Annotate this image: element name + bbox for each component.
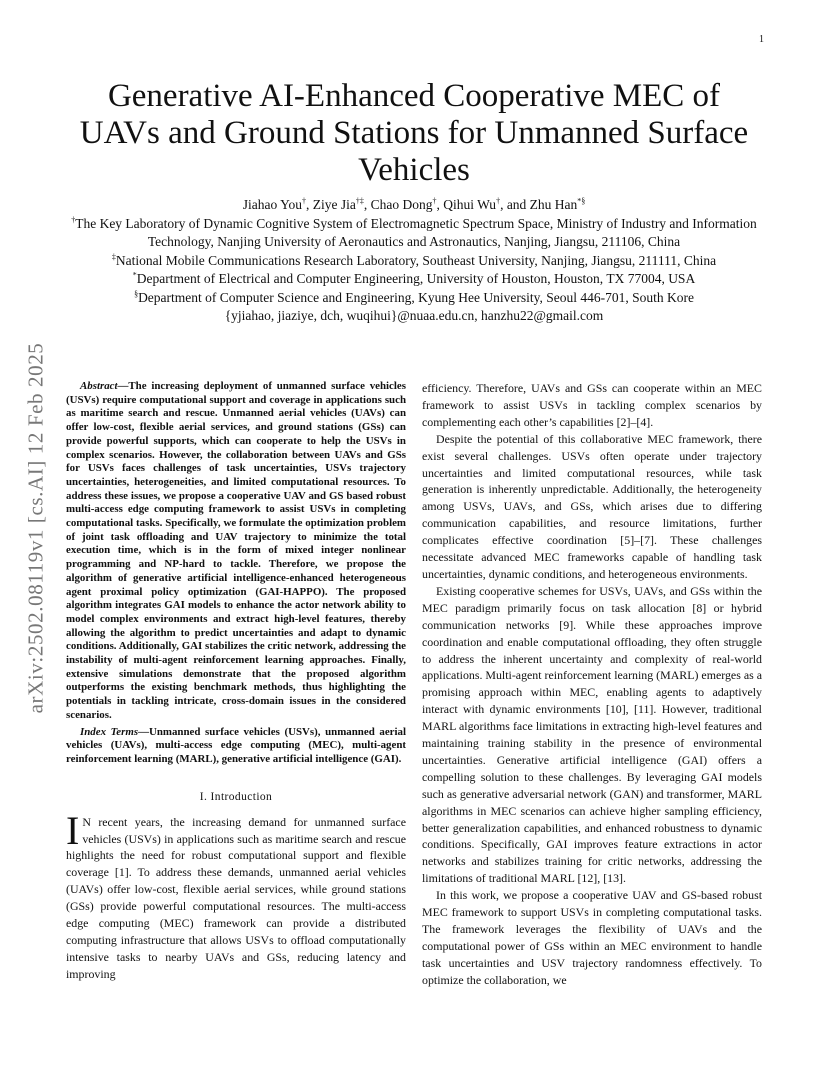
intro-paragraph-1-continued: efficiency. Therefore, UAVs and GSs can cooperate within an MEC framework to assist USVs in tackling complex scenarios by complementing each other’s capabilities [2]–[4]. (422, 381, 762, 429)
affiliation-2: ‡National Mobile Communications Research Laboratory, Southeast University, Nanjing, Jiangsu, 211111, China (111, 252, 717, 268)
intro-paragraph-2: Despite the potential of this collaborative MEC framework, there exist several challenges. USVs often operate under trajectory uncertainties and limited computational resources, while task generation is inherently unpredictable. Additionally, the heterogeneity among USVs, UAVs, and GSs, which arises due to differing communication capabilities, and resource limitations, further complicates effective coordination [5]–[7]. These challenges necessitate advanced MEC frameworks capable of handling task uncertainties, dynamic conditions, and heterogeneous environments. (422, 431, 762, 581)
affiliation-1: †The Key Laboratory of Dynamic Cognitive System of Electromagnetic Spectrum Space, Ministry of Industry and Information Technology, Nanjing University of Aeronautics and Astronautics, Nanjing, Jiangsu, 211106, China (71, 215, 757, 249)
author-list: Jiahao You†, Ziye Jia†‡, Chao Dong†, Qihui Wu†, and Zhu Han*§ (242, 196, 586, 212)
section-heading-introduction: I. Introduction (199, 790, 273, 803)
page-number: 1 (759, 34, 764, 45)
author-mark: † (432, 196, 437, 206)
author-emails: {yjiahao, jiaziye, dch, wuqihui}@nuaa.edu.cn, hanzhu22@gmail.com (224, 308, 604, 323)
abstract-text: —The increasing deployment of unmanned surface vehicles (USVs) require computational support and coverage in applications such as maritime search and rescue. Unmanned aerial vehicles (UAVs) can offer low-cost, flexible aerial services, and ground stations (GSs) can provide powerful supports, which can cooperate to help the USVs in complex scenarios. However, the collaboration between UAVs and GSs for USVs faces challenges of task uncertainties, USVs trajectory uncertainties, heterogeneities, and limited computational resources. To address these issues, we propose a cooperative UAV and GS based robust multi-access edge computing framework to assist USVs in completing computational tasks. Specifically, we formulate the optimization problem of joint task offloading and UAV trajectory to minimize the total execution time, which is in the form of mixed integer nonlinear programming and NP-hard to tackle. Therefore, we propose the algorithm of generative artificial intelligence-enhanced heterogeneous agent proximal policy optimization (GAI-HAPPO). The proposed algorithm integrates GAI models to enhance the actor network ability to model complex environments and extract high-level features, thereby allowing the algorithm to predict uncertainties and adapt to dynamic conditions. Additionally, GAI stabilizes the critic network, addressing the instability of multi-agent reinforcement learning approaches. Finally, extensive simulations demonstrate that the proposed algorithm outperforms the existing benchmark methods, thus highlighting the potentials in tackling intricate, cross-domain issues in the considered scenarios. (66, 380, 406, 721)
index-terms (66, 726, 406, 767)
abstract (66, 380, 406, 723)
author-name: Chao Dong (370, 197, 433, 212)
arxiv-sidebar (22, 298, 50, 758)
left-column (66, 380, 406, 983)
author-mark: † (301, 196, 306, 206)
author-block (60, 196, 768, 326)
intro-paragraph-1: I N recent years, the increasing demand for unmanned surface vehicles (USVs) in applications such as maritime search and rescue highlights the need for robust computational support and flexible coverage [1]. To address these demands, unmanned aerial vehicles (UAVs) offer low-cost, flexible aerial services, while ground stations (GSs) provide powerful computational resources. The multi-access edge computing (MEC) framework can provide a distributed computing infrastructure that allows USVs to offload computationally intensive tasks to nearby UAVs and GSs, reducing latency and improving (66, 807, 406, 981)
intro-paragraph-3: Existing cooperative schemes for USVs, UAVs, and GSs within the MEC paradigm primarily focus on task allocation [8] or hybrid communication networks [9]. While these approaches improve coordination and enable computational offloading, they often struggle to address the inherent uncertainty and complexity of real-world applications. Multi-agent reinforcement learning (MARL) emerges as a promising approach within MEC, enabling agents to adaptively interact with dynamic environments [10], [11]. However, traditional MARL algorithms face limitations in extracting high-level features and maintaining training stability in the presence of environmental uncertainties. Generative artificial intelligence (GAI) offers a compelling solution to these challenges. By leveraging GAI models such as generative adversarial network (GAN) and transformer, MARL algorithms in MEC scenarios can achieve higher sampling efficiency, better generalization capabilities, and enhanced robustness to dynamic conditions. Specifically, GAI improves feature extractions in actor networks and stabilizes training for critic networks, addressing the limitations of traditional MARL [12], [13]. (422, 583, 762, 886)
author-name: Jiahao You (242, 197, 302, 212)
abstract-label: Abstract (80, 380, 118, 392)
paper-title: Generative AI-Enhanced Cooperative MEC of UAVs and Ground Stations for Unmanned Surface Vehicles (79, 78, 749, 188)
author-mark: † (496, 196, 501, 206)
affiliation-3: *Department of Electrical and Computer Engineering, University of Houston, Houston, TX 77004, USA (132, 270, 696, 286)
arxiv-identifier: arXiv:2502.08119v1 [cs.AI] 12 Feb 2025 (23, 342, 48, 714)
right-column (422, 380, 762, 989)
author-name: Ziye Jia (312, 197, 356, 212)
index-terms-label: Index Terms (80, 725, 139, 738)
author-name: Qihui Wu (443, 197, 497, 212)
author-name: and Zhu Han (506, 197, 578, 212)
index-terms-text: —Unmanned surface vehicles (USVs), unmanned aerial vehicles (UAVs), multi-access edge computing (MEC), multi-agent reinforcement learning (MARL), generative artificial intelligence (GAI). (66, 725, 406, 765)
author-mark: *§ (577, 196, 586, 206)
author-mark: †‡ (355, 196, 364, 206)
drop-cap: I (66, 807, 80, 853)
intro-paragraph-4: In this work, we propose a cooperative UAV and GS-based robust MEC framework to support USVs in completing computational tasks. The framework leverages the flexibility of UAVs and the computational power of GSs within an MEC environment to handle task uncertainties and USV trajectory randomness effectively. To optimize the collaboration, we (422, 888, 762, 987)
affiliation-4: §Department of Computer Science and Engineering, Kyung Hee University, Seoul 446-701, South Kore (134, 289, 694, 305)
